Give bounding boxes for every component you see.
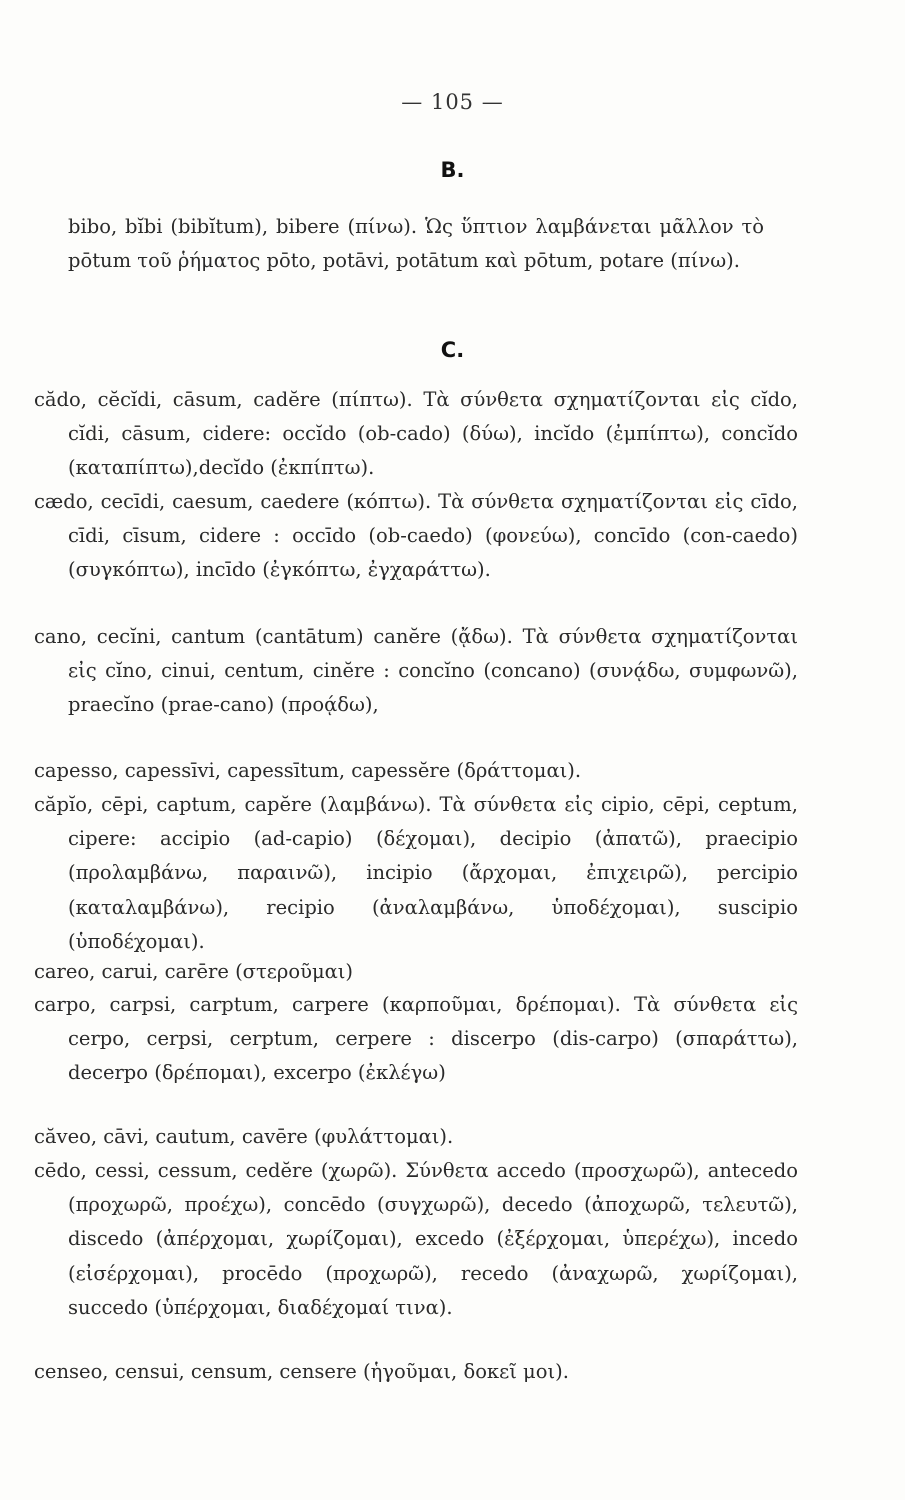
entry-capio: căpĭo, cēpi, captum, capĕre (λαμβάνω). Τὰ σύνθετα εἰς cipio, cēpi, ceptum, cipere: accipio (ad-capio) (δέχομαι), decipio (ἀπατῶ), praecipio (προλαμβάνω, παραινῶ), incipio (ἄρχομαι, ἐπιχειρῶ), percipio (καταλαμβάνω), recipio (ἀναλαμβάνω, ὑποδέχομαι), suscipio (ὑποδέχομαι). — [34, 793, 798, 953]
section-heading-c: C. — [440, 338, 465, 362]
entry-cedo: cēdo, cessi, cessum, cedĕre (χωρῶ). Σύνθετα accedo (προσχωρῶ), antecedo (προχωρῶ, προέχω), concēdo (συγχωρῶ), decedo (ἀποχωρῶ, τελευτῶ), discedo (ἀπέρχομαι, χωρίζομαι), excedo (ἐξέρχομαι, ὑπερέχω), incedo (εἰσέρχομαι), procēdo (προχωρῶ), recedo (ἀναχωρῶ, χωρίζομαι), succedo (ὑπέρχομαι, διαδέχομαί τινα). — [34, 1159, 798, 1319]
entry-caedo: cædo, cecīdi, caesum, caedere (κόπτω). Τὰ σύνθετα σχηματίζονται εἰς cīdo, cīdi, cīsum, cidere : occīdo (ob-caedo) (φονεύω), concīdo (con-caedo) (συγκόπτω), incīdo (ἐγκόπτω, ἐγχαράττω). — [34, 490, 798, 582]
entry-bibo: bibo, bĭbi (bibĭtum), bibere (πίνω). Ὡς ὕπτιον λαμβάνεται μᾶλλον τὸ pōtum τοῦ ῥήματος pōto, potāvi, potātum καὶ pōtum, potare (πίνω). — [68, 215, 764, 273]
section-heading-b: B. — [440, 158, 465, 182]
entry-cano: cano, cecĭni, cantum (cantātum) canĕre (ᾄδω). Τὰ σύνθετα σχηματίζονται εἰς cĭno, cinui, centum, cinĕre : concĭno (concano) (συνᾴδω, συμφωνῶ), praecĭno (prae-cano) (προᾴδω), — [34, 625, 798, 717]
entry-cado: cădo, cĕcĭdi, cāsum, cadĕre (πίπτω). Τὰ σύνθετα σχηματίζονται εἰς cĭdo, cĭdi, cāsum, cidere: occĭdo (ob-cado) (δύω), incĭdo (ἐμπίπτω), concĭdo (καταπίπτω),decĭdo (ἐκπίπτω). — [34, 388, 798, 480]
entry-carpo: carpo, carpsi, carptum, carpere (καρποῦμαι, δρέπομαι). Τὰ σύνθετα εἰς cerpo, cerpsi, cerptum, cerpere : discerpo (dis-carpo) (σπαράττω), decerpo (δρέπομαι), excerpo (ἐκλέγω) — [34, 993, 798, 1085]
page-number: — 105 — — [401, 90, 504, 114]
entry-caveo: căveo, cāvi, cautum, cavēre (φυλάττομαι). — [34, 1125, 454, 1148]
entry-censeo: censeo, censui, censum, censere (ἡγοῦμαι, δοκεῖ μοι). — [34, 1360, 569, 1383]
entry-careo: careo, carui, carēre (στεροῦμαι) — [34, 960, 354, 983]
entry-capesso: capesso, capessīvi, capessītum, capessĕre (δράττομαι). — [34, 759, 582, 782]
